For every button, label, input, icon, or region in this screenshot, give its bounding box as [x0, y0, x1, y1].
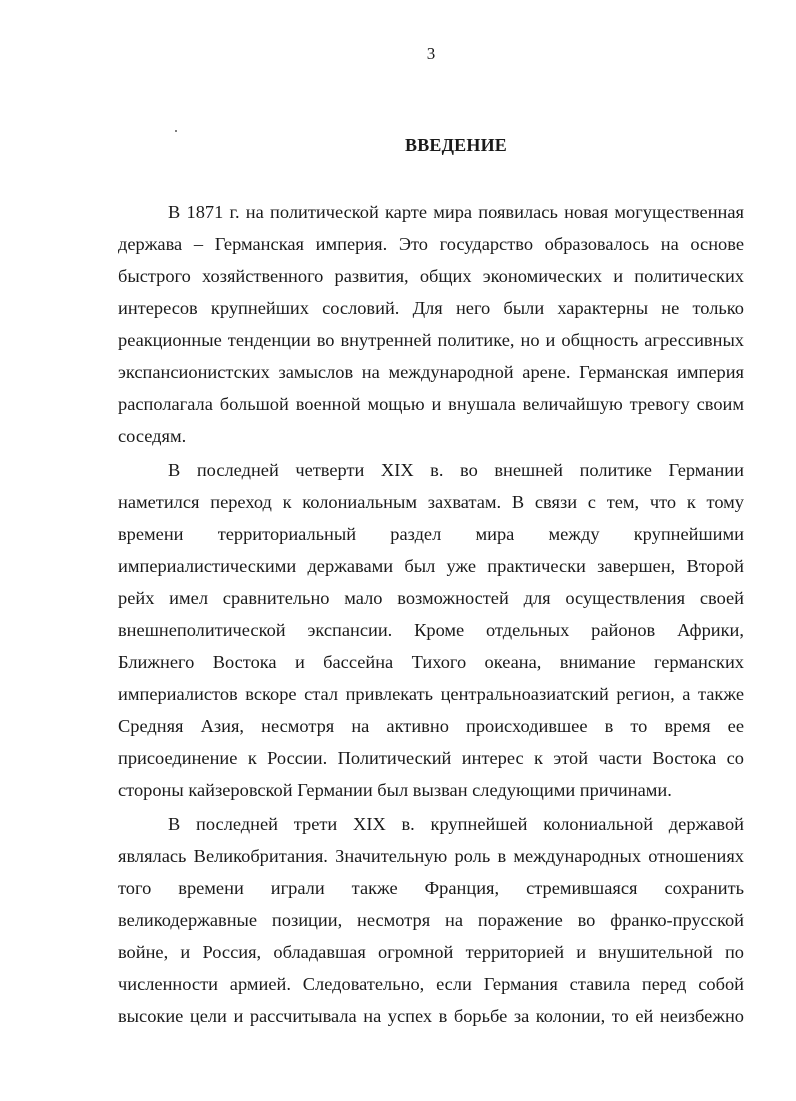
text-line: присоединение к России. Политический интерес к этой части Востока со — [118, 748, 744, 768]
text-line: времени территориальный раздел мира между крупнейшими — [118, 524, 744, 544]
text-line: высокие цели и рассчитывала на успех в борьбе за колонии, то ей неизбежно — [118, 1006, 744, 1026]
text-line: того времени играли также Франция, стремившаяся сохранить — [118, 878, 744, 898]
text-line: рейх имел сравнительно мало возможностей для осуществления своей — [118, 588, 744, 608]
text-line: стороны кайзеровской Германии был вызван следующими причинами. — [118, 780, 672, 800]
text-line: Средняя Азия, несмотря на активно происходившее в то время ее — [118, 716, 744, 736]
text-line: внешнеполитической экспансии. Кроме отдельных районов Африки, — [118, 620, 744, 640]
text-line: располагала большой военной мощью и внушала величайшую тревогу своим — [118, 394, 744, 414]
text-line: наметился переход к колониальным захватам. В связи с тем, что к тому — [118, 492, 744, 512]
text-line: В 1871 г. на политической карте мира появилась новая могущественная — [168, 202, 744, 222]
text-line: В последней трети XIX в. крупнейшей колониальной державой — [168, 814, 744, 834]
text-line: империалистическими державами был уже практически завершен, Второй — [118, 556, 744, 576]
text-line: держава – Германская империя. Это государство образовалось на основе — [118, 234, 744, 254]
text-line: быстрого хозяйственного развития, общих экономических и политических — [118, 266, 744, 286]
text-line: интересов крупнейших сословий. Для него были характерны не только — [118, 298, 744, 318]
text-line: соседям. — [118, 426, 187, 446]
text-line: Ближнего Востока и бассейна Тихого океана, внимание германских — [118, 652, 744, 672]
scan-speck — [175, 130, 177, 132]
paragraph-2 — [118, 454, 744, 806]
body-text — [118, 196, 744, 1032]
page-number: 3 — [426, 44, 436, 63]
text-line: великодержавные позиции, несмотря на поражение во франко-прусской — [118, 910, 744, 930]
text-line: реакционные тенденции во внутренней политике, но и общность агрессивных — [118, 330, 744, 350]
text-line: империалистов вскоре стал привлекать центральноазиатский регион, а также — [118, 684, 744, 704]
text-line: численности армией. Следовательно, если Германия ставила перед собой — [118, 974, 744, 994]
text-line: экспансионистских замыслов на международной арене. Германская империя — [118, 362, 744, 382]
paragraph-1 — [118, 196, 744, 452]
text-line: войне, и Россия, обладавшая огромной территорией и внушительной по — [118, 942, 744, 962]
text-line: В последней четверти XIX в. во внешней политике Германии — [168, 460, 744, 480]
paragraph-3 — [118, 808, 744, 1032]
text-line: являлась Великобритания. Значительную роль в международных отношениях — [118, 846, 744, 866]
page-title: ВВЕДЕНИЕ — [404, 135, 507, 155]
